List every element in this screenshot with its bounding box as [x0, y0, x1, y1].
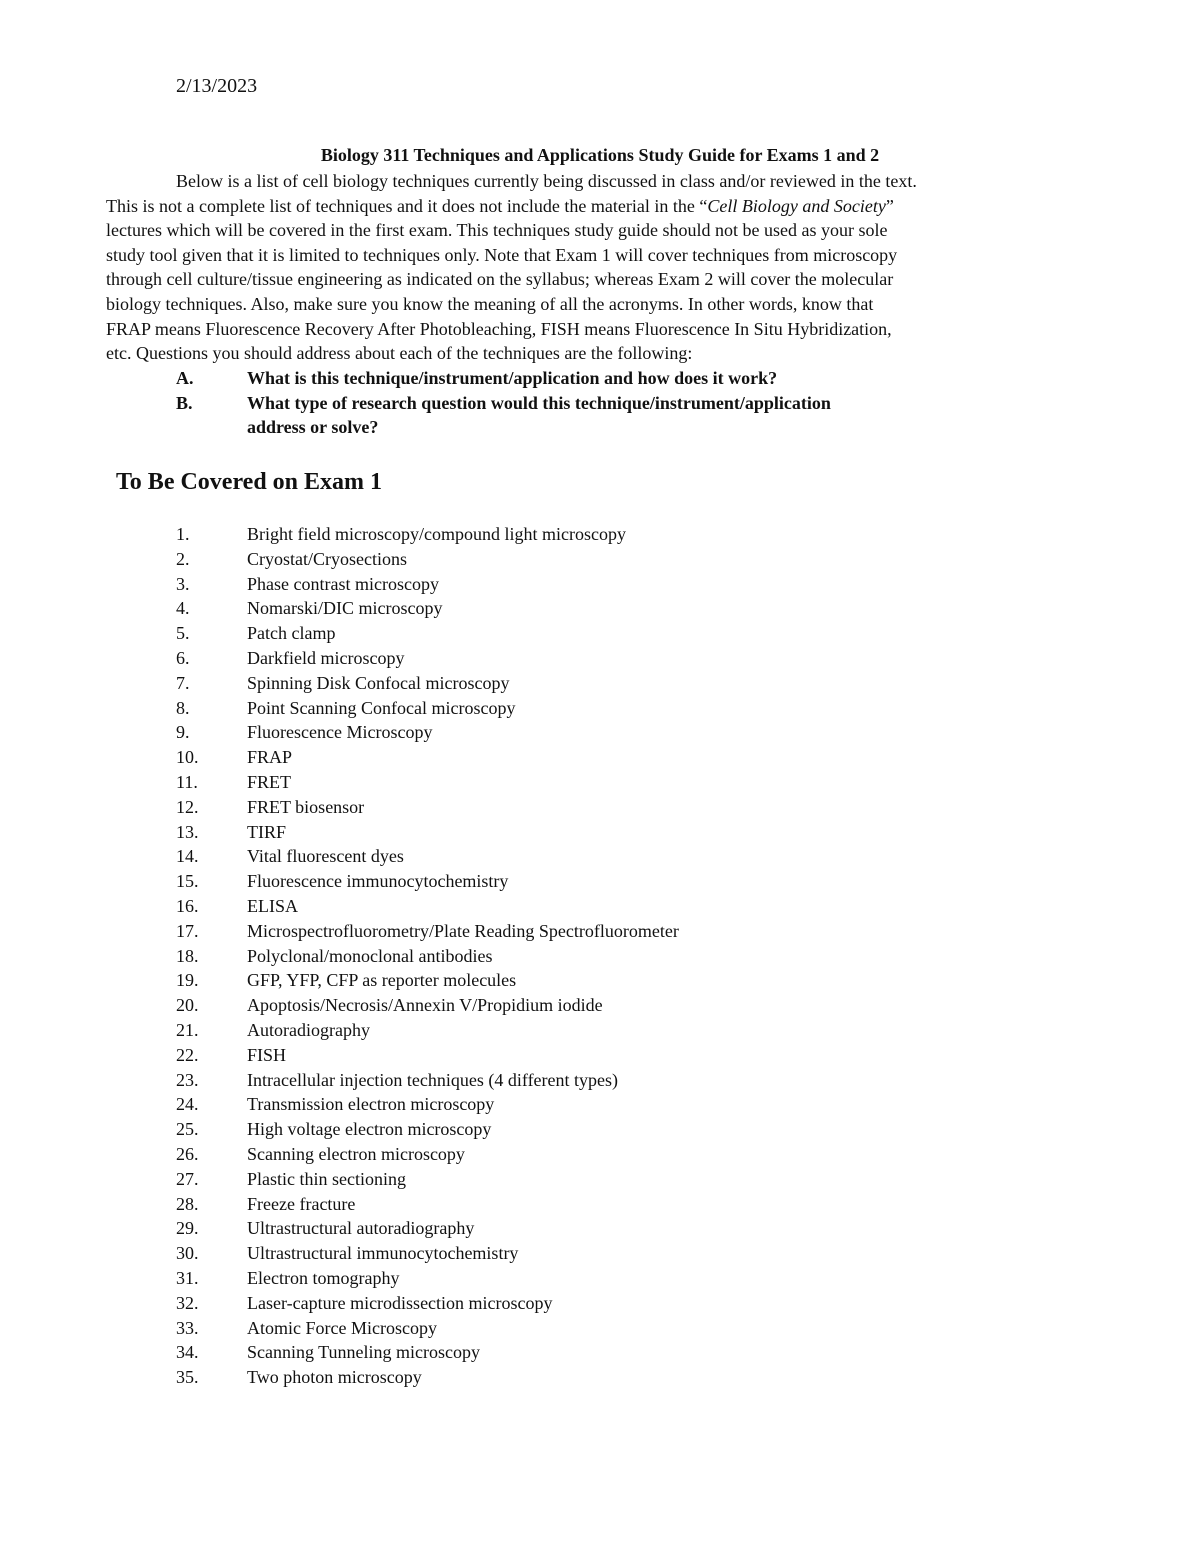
technique-list	[176, 522, 1076, 1390]
list-item-label: Fluorescence Microscopy	[247, 722, 433, 743]
list-item-label: Scanning electron microscopy	[247, 1143, 465, 1164]
list-item-number: 14.	[176, 846, 199, 867]
list-item-number: 22.	[176, 1044, 199, 1065]
intro-line: biology techniques. Also, make sure you know the meaning of all the acronyms. In other words, know that	[106, 293, 874, 314]
list-item	[176, 1216, 1076, 1241]
intro-line	[106, 194, 1106, 219]
list-item-number: 19.	[176, 970, 199, 991]
list-item-label: ELISA	[247, 895, 298, 916]
list-item-number: 7.	[176, 672, 190, 693]
intro-line: lectures which will be covered in the first exam. This techniques study guide should not be used as your sole	[106, 220, 888, 241]
list-item-label: Patch clamp	[247, 623, 336, 644]
list-item	[176, 1266, 1076, 1291]
list-item	[176, 795, 1076, 820]
list-item-number: 27.	[176, 1168, 199, 1189]
list-item-number: 11.	[176, 771, 198, 792]
list-item	[176, 1142, 1076, 1167]
list-item	[176, 820, 1076, 845]
intro-paragraph	[106, 169, 1106, 366]
list-item	[176, 696, 1076, 721]
list-item	[176, 547, 1076, 572]
list-item	[176, 1291, 1076, 1316]
list-item-number: 25.	[176, 1119, 199, 1140]
list-item	[176, 1340, 1076, 1365]
list-item-number: 12.	[176, 796, 199, 817]
question-line: What type of research question would this technique/instrument/application	[247, 392, 831, 413]
list-item-label: Ultrastructural autoradiography	[247, 1218, 475, 1239]
list-item-label: GFP, YFP, CFP as reporter molecules	[247, 970, 517, 991]
list-item	[176, 1043, 1076, 1068]
list-item-number: 15.	[176, 871, 199, 892]
list-item-number: 28.	[176, 1193, 199, 1214]
list-item-label: High voltage electron microscopy	[247, 1119, 492, 1140]
list-item-number: 34.	[176, 1342, 199, 1363]
list-item-label: FRAP	[247, 747, 293, 768]
list-item-number: 21.	[176, 1019, 199, 1040]
list-item-number: 31.	[176, 1267, 199, 1288]
list-item	[176, 1018, 1076, 1043]
list-item-number: 5.	[176, 623, 190, 644]
list-item-number: 32.	[176, 1292, 199, 1313]
list-item-number: 4.	[176, 598, 190, 619]
list-item-label: Two photon microscopy	[247, 1367, 422, 1388]
list-item	[176, 572, 1076, 597]
list-item	[176, 869, 1076, 894]
list-item-number: 1.	[176, 524, 190, 544]
list-item-label: Phase contrast microscopy	[247, 573, 439, 594]
list-item	[176, 671, 1076, 696]
list-item-number: 6.	[176, 647, 190, 668]
intro-line: Below is a list of cell biology techniques currently being discussed in class and/or reviewed in the text.	[176, 171, 917, 191]
list-item-label: FRET biosensor	[247, 796, 365, 817]
list-item-number: 2.	[176, 548, 190, 569]
list-item-number: 24.	[176, 1094, 199, 1115]
list-item-number: 33.	[176, 1317, 199, 1338]
list-item-label: Polyclonal/monoclonal antibodies	[247, 945, 493, 966]
list-item	[176, 1068, 1076, 1093]
list-item	[176, 1365, 1076, 1390]
list-item	[176, 968, 1076, 993]
question-text	[247, 366, 1076, 391]
document-title: Biology 311 Techniques and Applications Study Guide for Exams 1 and 2	[320, 145, 880, 165]
list-item-number: 17.	[176, 920, 199, 941]
list-item	[176, 944, 1076, 969]
list-item-number: 3.	[176, 573, 190, 594]
list-item-label: Cryostat/Cryosections	[247, 548, 407, 569]
question-item	[176, 391, 1076, 440]
list-item-number: 35.	[176, 1367, 199, 1388]
list-item	[176, 1117, 1076, 1142]
list-item-number: 20.	[176, 995, 199, 1016]
list-item-label: Autoradiography	[247, 1019, 370, 1040]
question-item	[176, 366, 1076, 391]
list-item	[176, 844, 1076, 869]
list-item-number: 26.	[176, 1143, 199, 1164]
list-item	[176, 745, 1076, 770]
list-item-label: Vital fluorescent dyes	[247, 846, 404, 867]
list-item-label: Scanning Tunneling microscopy	[247, 1342, 480, 1363]
list-item	[176, 993, 1076, 1018]
list-item-label: Laser-capture microdissection microscopy	[247, 1292, 553, 1313]
list-item-label: Spinning Disk Confocal microscopy	[247, 672, 510, 693]
list-item	[176, 1316, 1076, 1341]
section-heading: To Be Covered on Exam 1	[116, 469, 383, 495]
list-item-number: 30.	[176, 1243, 199, 1264]
list-item-label: Intracellular injection techniques (4 different types)	[247, 1069, 619, 1090]
question-text	[247, 391, 1076, 440]
list-item-label: Microspectrofluorometry/Plate Reading Spectrofluorometer	[247, 920, 679, 941]
list-item-number: 8.	[176, 697, 190, 718]
list-item-label: Freeze fracture	[247, 1193, 356, 1214]
list-item	[176, 720, 1076, 745]
list-item-label: Plastic thin sectioning	[247, 1168, 406, 1189]
list-item	[176, 596, 1076, 621]
list-item-number: 13.	[176, 821, 199, 842]
question-line: address or solve?	[247, 417, 379, 438]
intro-line: etc. Questions you should address about each of the techniques are the following:	[106, 343, 693, 364]
intro-text: ”	[885, 195, 894, 216]
question-letter: B.	[176, 392, 193, 413]
list-item	[176, 1241, 1076, 1266]
list-item-number: 10.	[176, 747, 199, 768]
intro-italic-text: Cell Biology and Society	[707, 195, 886, 216]
list-item	[176, 919, 1076, 944]
list-item-label: Nomarski/DIC microscopy	[247, 598, 443, 619]
intro-line: study tool given that it is limited to techniques only. Note that Exam 1 will cover techniques from microscopy	[106, 244, 898, 265]
list-item	[176, 1092, 1076, 1117]
list-item	[176, 621, 1076, 646]
list-item	[176, 646, 1076, 671]
list-item	[176, 770, 1076, 795]
question-line: What is this technique/instrument/application and how does it work?	[247, 368, 778, 388]
list-item-label: Electron tomography	[247, 1267, 400, 1288]
list-item-label: FRET	[247, 771, 292, 792]
question-letter: A.	[176, 368, 194, 388]
intro-line: FRAP means Fluorescence Recovery After Photobleaching, FISH means Fluorescence In Situ Hybridization,	[106, 318, 892, 339]
list-item-label: Atomic Force Microscopy	[247, 1317, 437, 1338]
list-item-label: Fluorescence immunocytochemistry	[247, 871, 509, 892]
intro-text: This is not a complete list of techniques and it does not include the material in the “	[106, 195, 708, 216]
intro-line: through cell culture/tissue engineering as indicated on the syllabus; whereas Exam 2 will cover the molecular	[106, 269, 894, 290]
list-item	[176, 1167, 1076, 1192]
list-item-label: FISH	[247, 1044, 287, 1065]
list-item-label: Bright field microscopy/compound light microscopy	[247, 524, 626, 544]
list-item-number: 29.	[176, 1218, 199, 1239]
list-item-number: 18.	[176, 945, 199, 966]
document-date: 2/13/2023	[176, 75, 258, 97]
list-item-label: Point Scanning Confocal microscopy	[247, 697, 516, 718]
list-item-number: 23.	[176, 1069, 199, 1090]
list-item-label: Ultrastructural immunocytochemistry	[247, 1243, 519, 1264]
list-item-label: Transmission electron microscopy	[247, 1094, 495, 1115]
list-item	[176, 522, 1076, 547]
question-list	[176, 366, 1076, 440]
list-item-number: 9.	[176, 722, 190, 743]
list-item	[176, 894, 1076, 919]
list-item-number: 16.	[176, 895, 199, 916]
list-item-label: Darkfield microscopy	[247, 647, 405, 668]
list-item	[176, 1192, 1076, 1217]
list-item-label: TIRF	[247, 821, 287, 842]
list-item-label: Apoptosis/Necrosis/Annexin V/Propidium iodide	[247, 995, 603, 1016]
